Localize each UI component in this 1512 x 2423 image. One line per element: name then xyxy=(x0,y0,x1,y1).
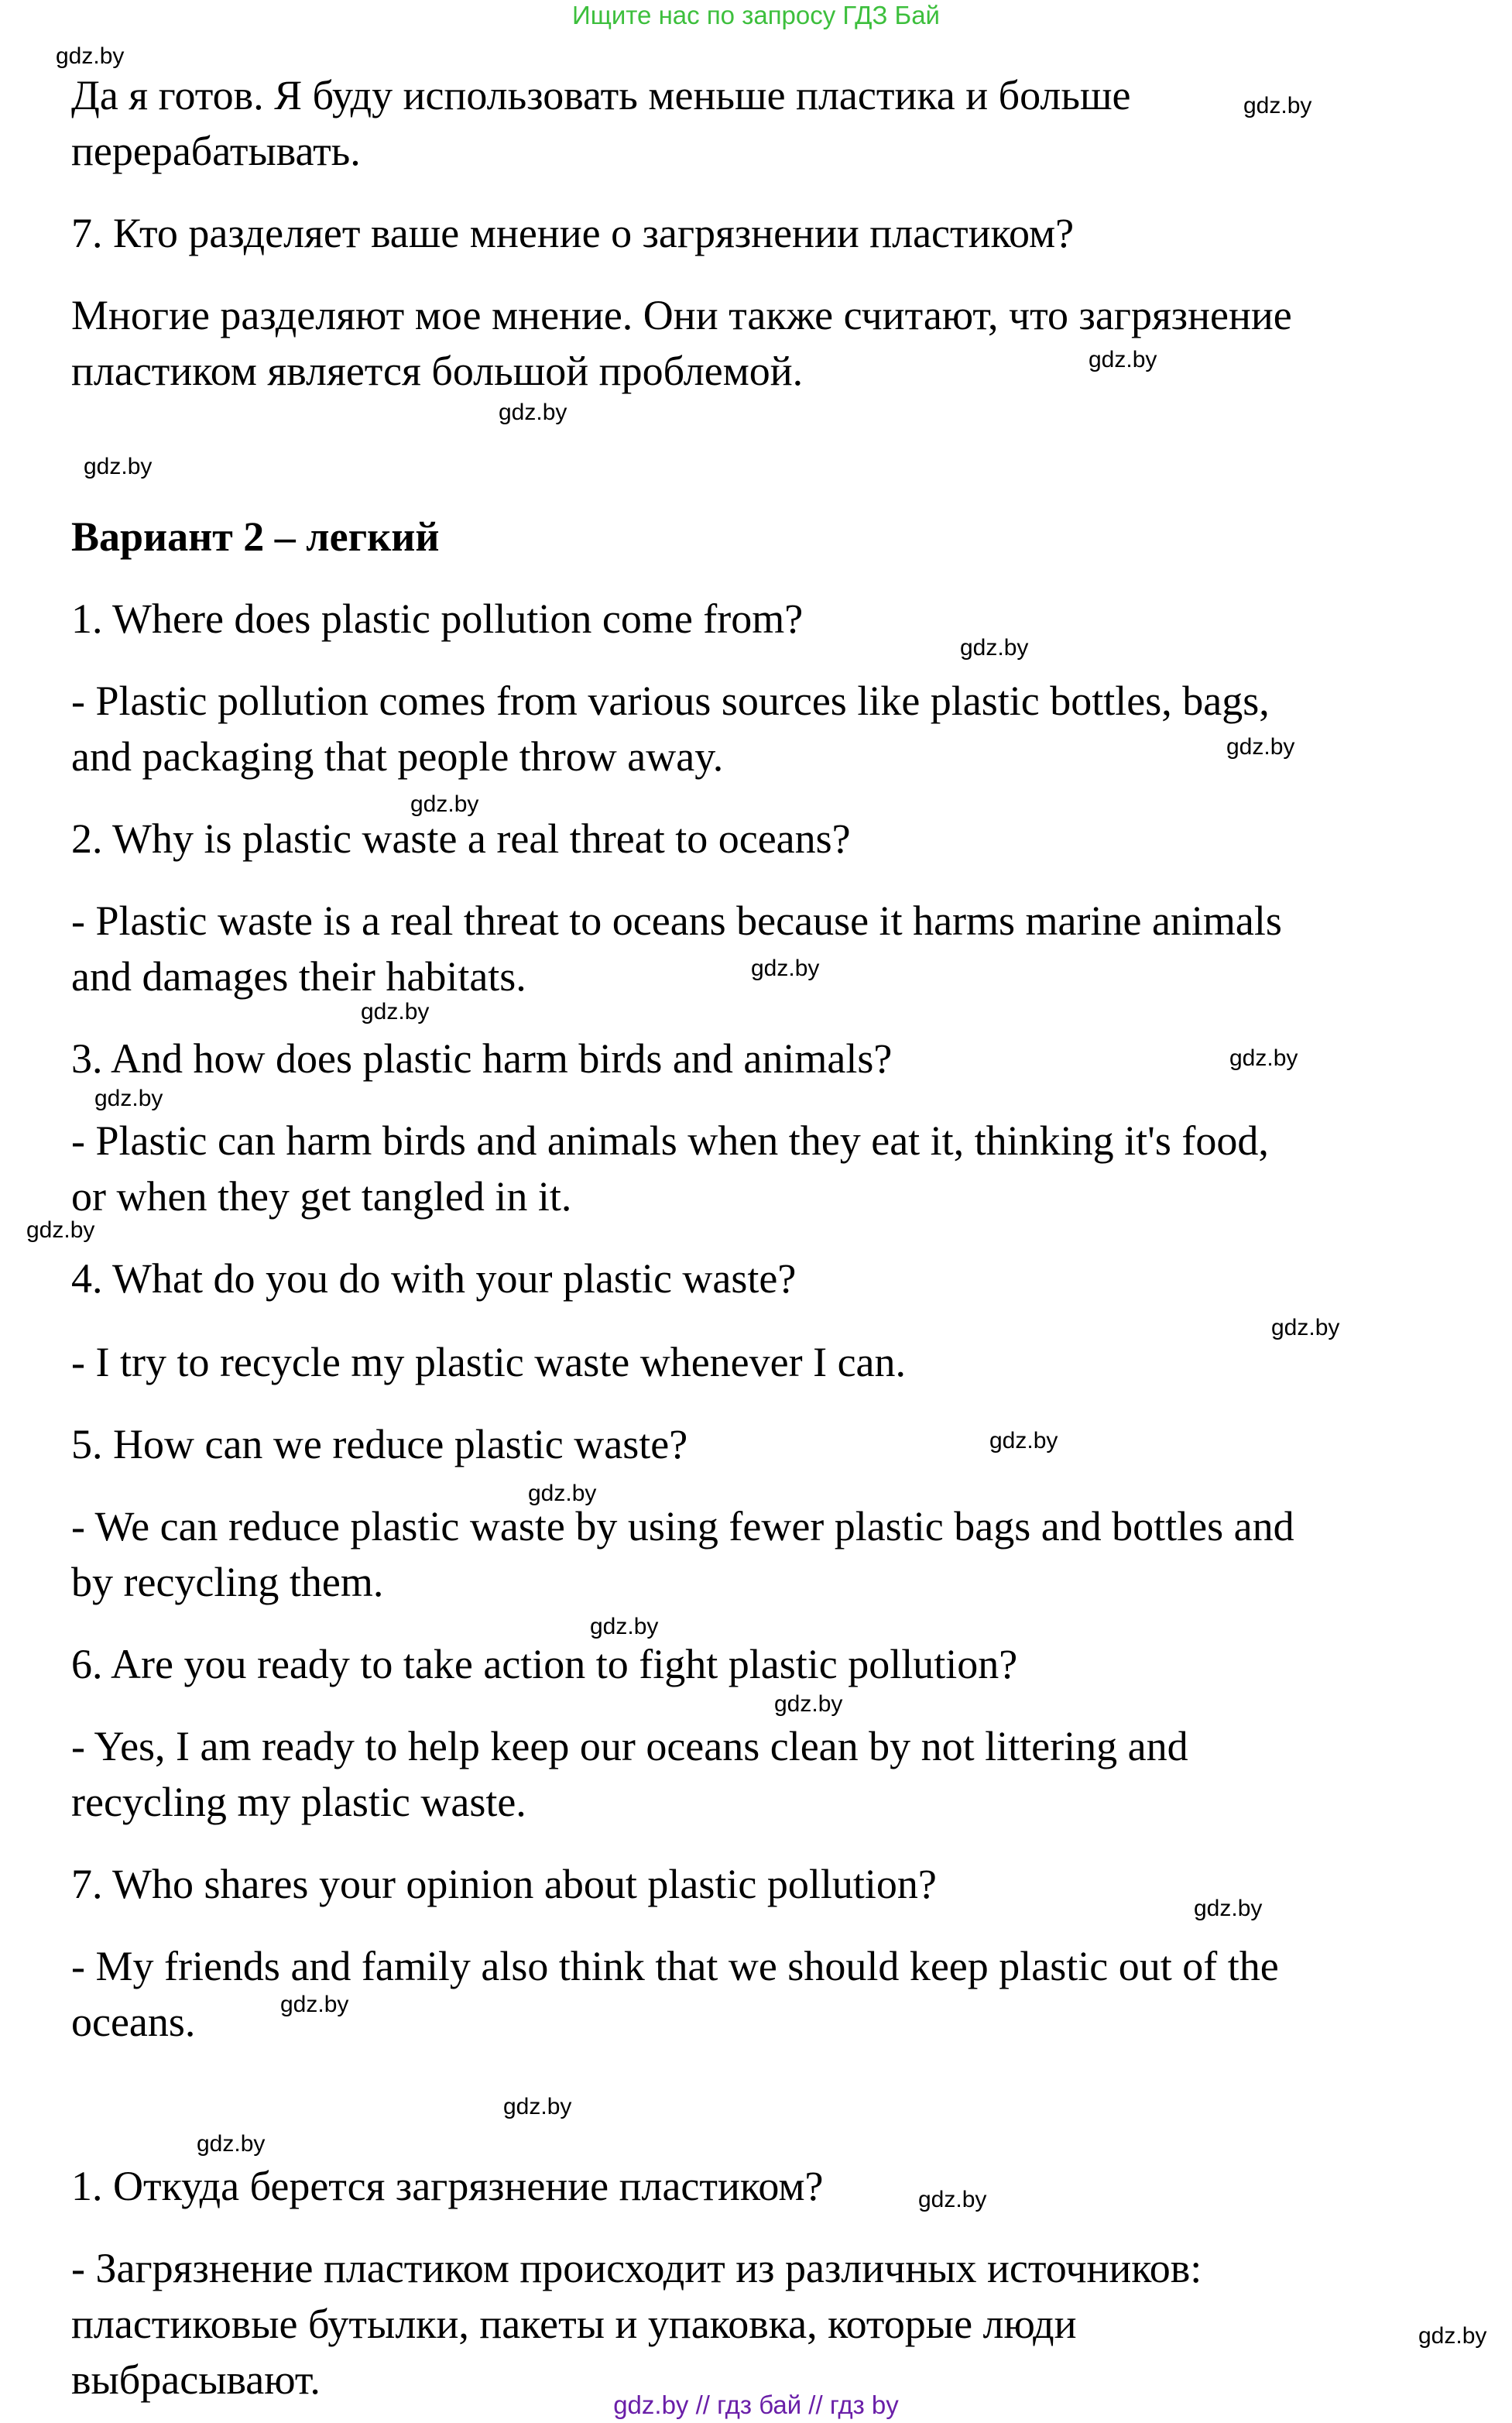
top-search-banner: Ищите нас по запросу ГДЗ Бай xyxy=(572,1,940,29)
answer1-ru-line2: пластиковые бутылки, пакеты и упаковка, которые люди xyxy=(71,2301,1077,2347)
question1-ru: 1. Откуда берется загрязнение пластиком? xyxy=(71,2163,824,2209)
answer7-line1: Многие разделяют мое мнение. Они также считают, что загрязнение xyxy=(71,292,1292,338)
question7-en: 7. Who shares your opinion about plastic pollution? xyxy=(71,1861,937,1907)
answer5-line1: - We can reduce plastic waste by using fewer plastic bags and bottles and xyxy=(71,1503,1294,1550)
watermark: gdz.by xyxy=(960,635,1029,661)
question3-en: 3. And how does plastic harm birds and animals? xyxy=(71,1035,893,1082)
answer6-line2: перерабатывать. xyxy=(71,128,361,174)
answer7-en-line1: - My friends and family also think that we should keep plastic out of the xyxy=(71,1943,1279,1989)
question7-ru: 7. Кто разделяет ваше мнение о загрязнении пластиком? xyxy=(71,210,1075,256)
answer4-line1: - I try to recycle my plastic waste whenever I can. xyxy=(71,1339,907,1385)
watermark: gdz.by xyxy=(26,1217,95,1243)
watermark: gdz.by xyxy=(528,1481,597,1506)
answer7-line2: пластиком является большой проблемой. xyxy=(71,348,804,394)
answer7-en-line2: oceans. xyxy=(71,1999,196,2045)
watermark: gdz.by xyxy=(410,791,479,817)
watermark: gdz.by xyxy=(499,400,567,425)
question1-en: 1. Where does plastic pollution come from? xyxy=(71,595,804,642)
watermark: gdz.by xyxy=(751,956,820,981)
answer3-line1: - Plastic can harm birds and animals when they eat it, thinking it's food, xyxy=(71,1117,1269,1164)
question4-en: 4. What do you do with your plastic waste? xyxy=(71,1255,797,1302)
answer2-line2: and damages their habitats. xyxy=(71,953,526,1000)
watermark: gdz.by xyxy=(280,1992,349,2017)
watermark: gdz.by xyxy=(197,2131,266,2157)
answer2-line1: - Plastic waste is a real threat to oceans because it harms marine animals xyxy=(71,897,1282,944)
answer1-ru-line3: выбрасывают. xyxy=(71,2356,321,2403)
answer3-line2: or when they get tangled in it. xyxy=(71,1173,572,1220)
watermark: gdz.by xyxy=(503,2094,572,2119)
watermark: gdz.by xyxy=(1243,93,1312,118)
question5-en: 5. How can we reduce plastic waste? xyxy=(71,1421,688,1467)
question2-en: 2. Why is plastic waste a real threat to oceans? xyxy=(71,815,851,862)
watermark: gdz.by xyxy=(94,1086,163,1111)
watermark: gdz.by xyxy=(84,454,153,479)
answer6-en-line2: recycling my plastic waste. xyxy=(71,1779,526,1825)
answer6-en-line1: - Yes, I am ready to help keep our oceans clean by not littering and xyxy=(71,1723,1188,1769)
watermark: gdz.by xyxy=(774,1691,843,1717)
answer1-line1: - Plastic pollution comes from various sources like plastic bottles, bags, xyxy=(71,678,1270,724)
variant2-heading: Вариант 2 – легкий xyxy=(71,513,440,560)
footer-links: gdz.by // гдз бай // гдз by xyxy=(613,2390,899,2419)
watermark: gdz.by xyxy=(1089,347,1157,372)
watermark: gdz.by xyxy=(590,1614,659,1639)
answer1-line2: and packaging that people throw away. xyxy=(71,733,724,780)
question6-en: 6. Are you ready to take action to fight plastic pollution? xyxy=(71,1641,1018,1687)
answer1-ru-line1: - Загрязнение пластиком происходит из различных источников: xyxy=(71,2245,1202,2291)
watermark: gdz.by xyxy=(361,999,430,1024)
watermark: gdz.by xyxy=(1194,1896,1263,1921)
answer5-line2: by recycling them. xyxy=(71,1559,384,1605)
watermark: gdz.by xyxy=(1229,1045,1298,1071)
watermark: gdz.by xyxy=(989,1428,1058,1453)
watermark: gdz.by xyxy=(1418,2323,1487,2349)
watermark: gdz.by xyxy=(918,2187,987,2212)
watermark: gdz.by xyxy=(56,43,125,69)
watermark: gdz.by xyxy=(1271,1315,1340,1340)
answer6-line1: Да я готов. Я буду использовать меньше пластика и больше xyxy=(71,72,1131,118)
watermark: gdz.by xyxy=(1226,734,1295,760)
